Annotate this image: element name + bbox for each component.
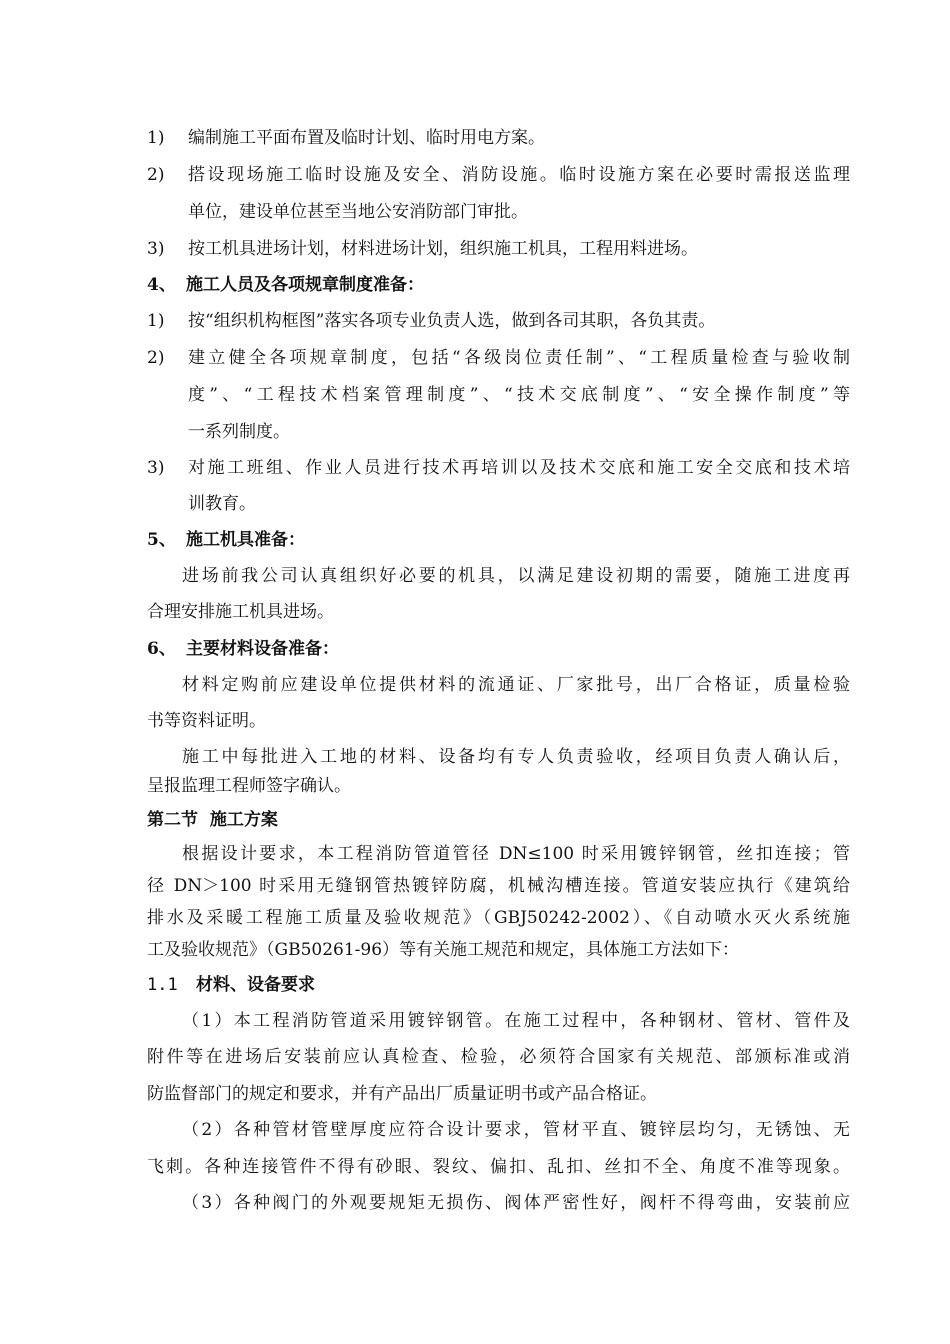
item-number: 3) [147,458,165,478]
item-number: 1) [147,128,165,148]
item-text: 单位，建设单位甚至当地公安消防部门审批。 [188,202,528,222]
subsection-title: 材料、设备要求 [196,975,315,995]
item-text: 建立健全各项规章制度，包括“各级岗位责任制”、“工程质量检查与验收制 [188,348,850,368]
item-text: 编制施工平面布置及临时计划、临时用电方案。 [188,128,545,148]
section-title: 主要材料设备准备： [186,639,339,659]
item-text: 搭设现场施工临时设施及安全、消防设施。临时设施方案在必要时需报送监理 [188,165,850,185]
paragraph-text: 呈报监理工程师签字确认。 [147,776,351,796]
paragraph-text: 书等资料证明。 [147,711,266,731]
paragraph-text: （1）本工程消防管道采用镀锌钢管。在施工过程中，各种钢材、管材、管件及 [182,1011,850,1031]
paragraph-text: 进场前我公司认真组织好必要的机具，以满足建设初期的需要，随施工进度再 [182,566,850,586]
item-text: 一系列制度。 [188,422,290,442]
section-number: 4、 [147,275,176,295]
item-text: 按工机具进场计划，材料进场计划，组织施工机具，工程用料进场。 [188,239,698,259]
paragraph-text: 防监督部门的规定和要求，并有产品出厂质量证明书或产品合格证。 [147,1084,657,1104]
subsection-number: 1.1 [147,975,178,995]
item-text: 训教育。 [188,494,256,514]
item-text: 对施工班组、作业人员进行技术再培训以及技术交底和施工安全交底和技术培 [188,458,850,478]
paragraph-text: 飞刺。各种连接管件不得有砂眼、裂纹、偏扣、乱扣、丝扣不全、角度不准等现象。 [147,1157,850,1177]
paragraph-text: 材料定购前应建设单位提供材料的流通证、厂家批号，出厂合格证，质量检验 [182,675,850,695]
chapter-title: 第二节 施工方案 [147,810,278,830]
item-text: 度”、“工程技术档案管理制度”、“技术交底制度”、“安全操作制度”等 [188,385,850,405]
paragraph-text: 合理安排施工机具进场。 [147,602,334,622]
item-number: 2) [147,348,165,368]
item-number: 2) [147,165,165,185]
paragraph-text: 工及验收规范》（GB50261-96）等有关施工规范和规定，具体施工方法如下： [147,940,740,960]
paragraph-text: 径 DN＞100 时采用无缝钢管热镀锌防腐，机械沟槽连接。管道安装应执行《建筑给 [147,876,850,896]
item-number: 3) [147,239,165,259]
section-title: 施工机具准备： [186,530,305,550]
paragraph-text: 施工中每批进入工地的材料、设备均有专人负责验收，经项目负责人确认后， [182,747,850,767]
paragraph-text: （3）各种阀门的外观要规矩无损伤、阀体严密性好，阀杆不得弯曲，安装前应 [182,1193,850,1213]
section-number: 5、 [147,530,176,550]
paragraph-text: 附件等在进场后安装前应认真检查、检验，必须符合国家有关规范、部颁标准或消 [147,1047,850,1067]
item-text: 按“组织机构框图”落实各项专业负责人选，做到各司其职，各负其责。 [188,311,716,331]
item-number: 1) [147,311,165,331]
paragraph-text: 排水及采暖工程施工质量及验收规范》（GBJ50242-2002）、《自动喷水灭火系统施 [147,908,850,928]
section-title: 施工人员及各项规章制度准备： [186,275,424,295]
paragraph-text: （2）各种管材管壁厚度应符合设计要求，管材平直、镀锌层均匀，无锈蚀、无 [182,1120,850,1140]
section-number: 6、 [147,639,176,659]
paragraph-text: 根据设计要求，本工程消防管道管径 DN≤100 时采用镀锌钢管，丝扣连接；管 [182,844,850,864]
